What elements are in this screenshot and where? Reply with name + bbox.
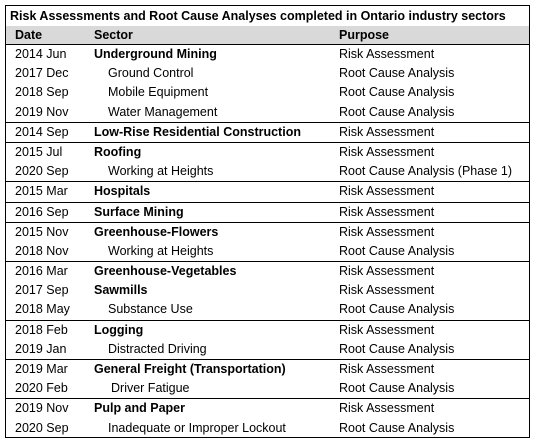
row-sector: Working at Heights (108, 243, 214, 258)
row-date: 2020 Feb (15, 381, 68, 396)
row-purpose: Root Cause Analysis (339, 85, 455, 100)
row-sector: Pulp and Paper (94, 401, 185, 416)
table-row (6, 44, 529, 64)
row-date: 2019 Mar (15, 362, 68, 376)
row-date: 2018 May (15, 302, 70, 317)
table-row (6, 281, 529, 300)
row-sector: General Freight (Transportation) (94, 362, 286, 376)
table-row (6, 122, 529, 142)
table-row (6, 379, 529, 398)
date-column-header: Date (15, 28, 43, 42)
row-purpose: Risk Assessment (339, 264, 435, 279)
row-date: 2018 Feb (15, 322, 68, 337)
row-date: 2019 Nov (15, 401, 69, 416)
row-sector: Greenhouse-Flowers (94, 224, 219, 239)
row-date: 2015 Mar (15, 184, 68, 199)
table-row (6, 142, 529, 162)
row-purpose: Risk Assessment (339, 204, 435, 219)
table-title: Risk Assessments and Root Cause Analyses completed in Ontario industry sectors (10, 9, 506, 23)
row-purpose: Risk Assessment (339, 184, 435, 199)
table-row (6, 419, 529, 438)
table-row (6, 64, 529, 83)
table-row (6, 162, 529, 181)
row-date: 2018 Sep (15, 85, 69, 100)
row-date: 2015 Jul (15, 144, 63, 159)
row-sector: Underground Mining (94, 47, 217, 61)
row-sector: Working at Heights (108, 164, 214, 179)
row-date: 2020 Sep (15, 420, 69, 435)
row-purpose: Root Cause Analysis (339, 243, 455, 258)
row-sector: Driver Fatigue (111, 381, 190, 396)
row-sector: Ground Control (108, 66, 194, 81)
row-sector: Roofing (94, 144, 142, 159)
assessments-table (5, 5, 530, 438)
row-date: 2015 Nov (15, 224, 69, 239)
row-purpose: Root Cause Analysis (339, 104, 455, 119)
row-date: 2019 Jan (15, 341, 67, 356)
row-sector: Substance Use (108, 302, 193, 317)
row-purpose: Risk Assessment (339, 401, 435, 416)
row-sector: Logging (94, 322, 144, 337)
row-date: 2014 Jun (15, 47, 67, 61)
row-sector: Inadequate or Improper Lockout (108, 420, 286, 435)
row-purpose: Risk Assessment (339, 47, 435, 61)
table-row (6, 242, 529, 261)
row-date: 2017 Sep (15, 283, 69, 298)
row-purpose: Root Cause Analysis (339, 302, 455, 317)
purpose-column-header: Purpose (339, 28, 390, 42)
row-date: 2018 Nov (15, 243, 69, 258)
row-purpose: Risk Assessment (339, 283, 435, 298)
table-row (6, 83, 529, 102)
table-row (6, 222, 529, 242)
row-date: 2019 Nov (15, 104, 69, 119)
table-row (6, 181, 529, 201)
table-row (6, 261, 529, 281)
row-date: 2016 Mar (15, 264, 68, 279)
table-body (6, 44, 529, 438)
row-date: 2017 Dec (15, 66, 69, 81)
row-date: 2020 Sep (15, 164, 69, 179)
row-purpose: Root Cause Analysis (Phase 1) (339, 164, 513, 179)
row-purpose: Risk Assessment (339, 224, 435, 239)
row-sector: Greenhouse-Vegetables (94, 264, 237, 279)
row-sector: Hospitals (94, 184, 151, 199)
table-row (6, 398, 529, 418)
row-date: 2014 Sep (15, 124, 69, 139)
table-row (6, 340, 529, 359)
row-sector: Mobile Equipment (108, 85, 209, 100)
row-sector: Sawmills (94, 283, 148, 298)
row-purpose: Root Cause Analysis (339, 341, 455, 356)
row-purpose: Risk Assessment (339, 362, 435, 376)
table-row (6, 300, 529, 319)
sector-column-header: Sector (94, 28, 133, 42)
row-purpose: Risk Assessment (339, 124, 435, 139)
row-purpose: Risk Assessment (339, 322, 435, 337)
row-sector: Distracted Driving (108, 341, 207, 356)
table-header (6, 26, 529, 44)
row-purpose: Root Cause Analysis (339, 66, 455, 81)
table-row (6, 320, 529, 340)
row-purpose: Risk Assessment (339, 144, 435, 159)
row-purpose: Root Cause Analysis (339, 420, 455, 435)
row-sector: Surface Mining (94, 204, 184, 219)
row-purpose: Root Cause Analysis (339, 381, 455, 396)
row-date: 2016 Sep (15, 204, 69, 219)
table-row (6, 202, 529, 222)
table-row (6, 359, 529, 379)
table-row (6, 103, 529, 122)
row-sector: Low-Rise Residential Construction (94, 124, 301, 139)
row-sector: Water Management (108, 104, 218, 119)
